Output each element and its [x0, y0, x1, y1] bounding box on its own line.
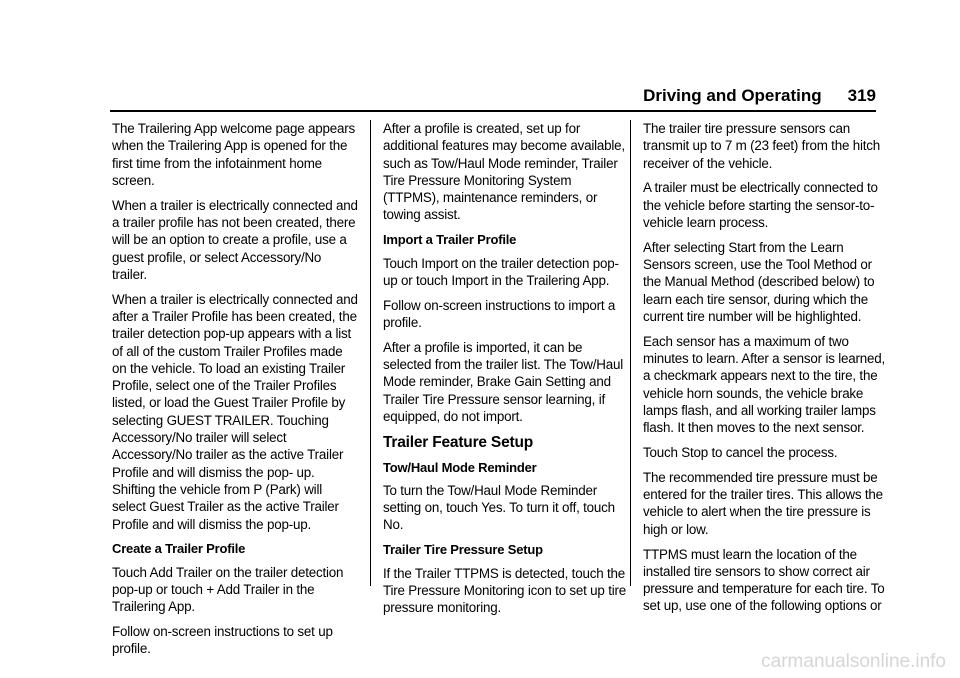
- paragraph: To turn the Tow/Haul Mode Reminder setting on, touch Yes. To turn it off, touch No.: [383, 482, 615, 533]
- section-title: Driving and Operating: [643, 86, 822, 105]
- page-header: [640, 86, 876, 110]
- paragraph: The trailer tire pressure sensors can transmit up to 7 m (23 feet) from the hitch receiver of the vehicle.: [643, 121, 880, 171]
- column-3: [643, 120, 890, 622]
- paragraph: Touch Stop to cancel the process.: [643, 445, 838, 461]
- paragraph: Touch Import on the trailer detection pop-up or touch Import in the Trailering App.: [383, 255, 619, 288]
- paragraph: After a profile is imported, it can be selected from the trailer list. The Tow/Haul Mode reminder, Brake Gain Setting and Trailer Tire Pressure sensor learning, if equipped, do not import.: [383, 339, 624, 424]
- watermark: carmanualsonline.info: [761, 651, 946, 672]
- paragraph: When a trailer is electrically connected and after a Trailer Profile has been created, the trailer detection pop-up appears with a list of all of the custom Trailer Profiles made on the vehicle. To load an existing Trailer Profile, select one of the Trailer Profiles listed, or load the Guest Trailer Profile by selecting GUEST TRAILER. Touching Accessory/No trailer will select Accessory/No trailer as the active Trailer Profile and will dismiss the pop- up. Shifting the vehicle from P (Park) will select Guest Trailer as the active Trailer Profile and will dismiss the pop-up.: [112, 291, 358, 532]
- paragraph: Each sensor has a maximum of two minutes to learn. After a sensor is learned, a checkmark appears next to the tire, the vehicle horn sounds, the vehicle brake lamps flash, and all working trailer lamps flash. It then moves to the next sensor.: [643, 333, 886, 436]
- paragraph: Touch Add Trailer on the trailer detection pop-up or touch + Add Trailer in the Trailering App.: [112, 564, 344, 615]
- paragraph: After selecting Start from the Learn Sensors screen, use the Tool Method or the Manual Method (described below) to learn each tire sensor, during which the current tire number will be highlighted.: [643, 239, 875, 324]
- subheading-trailer-tire-pressure-setup: Trailer Tire Pressure Setup: [383, 542, 543, 558]
- paragraph: TTPMS must learn the location of the installed tire sensors to show correct air pressure and temperature for each tire. To set up, use one of the following options or: [643, 546, 885, 614]
- column-divider: [370, 120, 371, 586]
- paragraph: When a trailer is electrically connected and a trailer profile has not been created, there will be an option to create a profile, use a guest profile, or select Accessory/No trailer.: [112, 197, 358, 282]
- section-heading-trailer-feature-setup: Trailer Feature Setup: [383, 434, 533, 452]
- column-2: [383, 120, 630, 624]
- column-1: [112, 120, 359, 665]
- paragraph: If the Trailer TTPMS is detected, touch the Tire Pressure Monitoring icon to set up tire pressure monitoring.: [383, 565, 627, 616]
- subheading-import-trailer-profile: Import a Trailer Profile: [383, 232, 517, 248]
- subheading-create-trailer-profile: Create a Trailer Profile: [112, 541, 246, 557]
- column-divider: [630, 120, 631, 586]
- paragraph: After a profile is created, set up for additional features may become available, such as Tow/Haul Mode reminder, Trailer Tire Pressure Monitoring System (TTPMS), maintenance reminders, or towing assist.: [383, 121, 625, 223]
- paragraph: The Trailering App welcome page appears when the Trailering App is opened for the first time from the infotainment home screen.: [112, 121, 356, 188]
- paragraph: Follow on-screen instructions to import a profile.: [383, 297, 616, 330]
- subheading-tow-haul-reminder: Tow/Haul Mode Reminder: [383, 459, 537, 475]
- page-number: 319: [847, 86, 876, 105]
- paragraph: Follow on-screen instructions to set up profile.: [112, 624, 333, 657]
- header-rule: [110, 110, 876, 112]
- paragraph: The recommended tire pressure must be entered for the trailer tires. This allows the vehicle to alert when the tire pressure is high or low.: [643, 469, 883, 537]
- paragraph: A trailer must be electrically connected to the vehicle before starting the sensor-to-vehicle learn process.: [643, 180, 878, 230]
